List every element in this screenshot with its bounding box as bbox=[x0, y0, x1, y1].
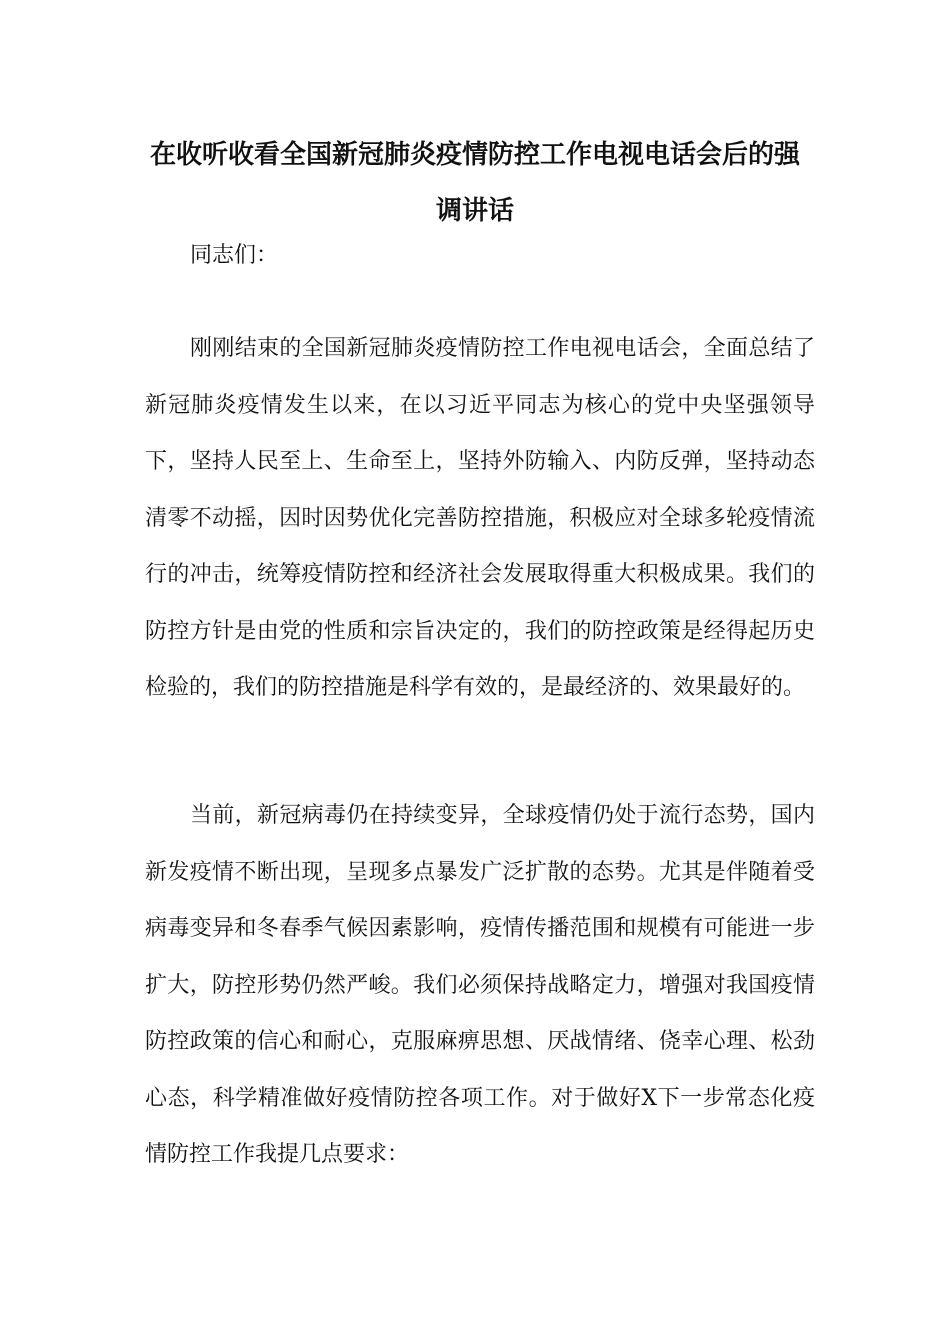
salutation: 同志们： bbox=[190, 243, 279, 268]
document-title-line-1: 在收听收看全国新冠肺炎疫情防控工作电视电话会后的强 bbox=[149, 140, 800, 170]
paragraph-2: 当前，新冠病毒仍在持续变异，全球疫情仍处于流行态势，国内新发疫情不断出现，呈现多点暴发广泛扩散的态势。尤其是伴随着受病毒变异和冬春季气候因素影响，疫情传播范围和规模有可能进一步扩大，防控形势仍然严峻。我们必须保持战略定力，增强对我国疫情防控政策的信心和耐心，克服麻痹思想、厌战情绪、侥幸心理、松劲心态，科学精准做好疫情防控各项工作。对于做好X下一步常态化疫情防控工作我提几点要求： bbox=[145, 803, 815, 1167]
document-title-line-2: 调讲话 bbox=[435, 196, 514, 226]
paragraph-1: 刚刚结束的全国新冠肺炎疫情防控工作电视电话会，全面总结了新冠肺炎疫情发生以来，在以习近平同志为核心的党中央坚强领导下，坚持人民至上、生命至上，坚持外防输入、内防反弹，坚持动态清零不动摇，因时因势优化完善防控措施，积极应对全球多轮疫情流行的冲击，统筹疫情防控和经济社会发展取得重大积极成果。我们的防控方针是由党的性质和宗旨决定的，我们的防控政策是经得起历史检验的，我们的防控措施是科学有效的，是最经济的、效果最好的。 bbox=[145, 336, 815, 700]
